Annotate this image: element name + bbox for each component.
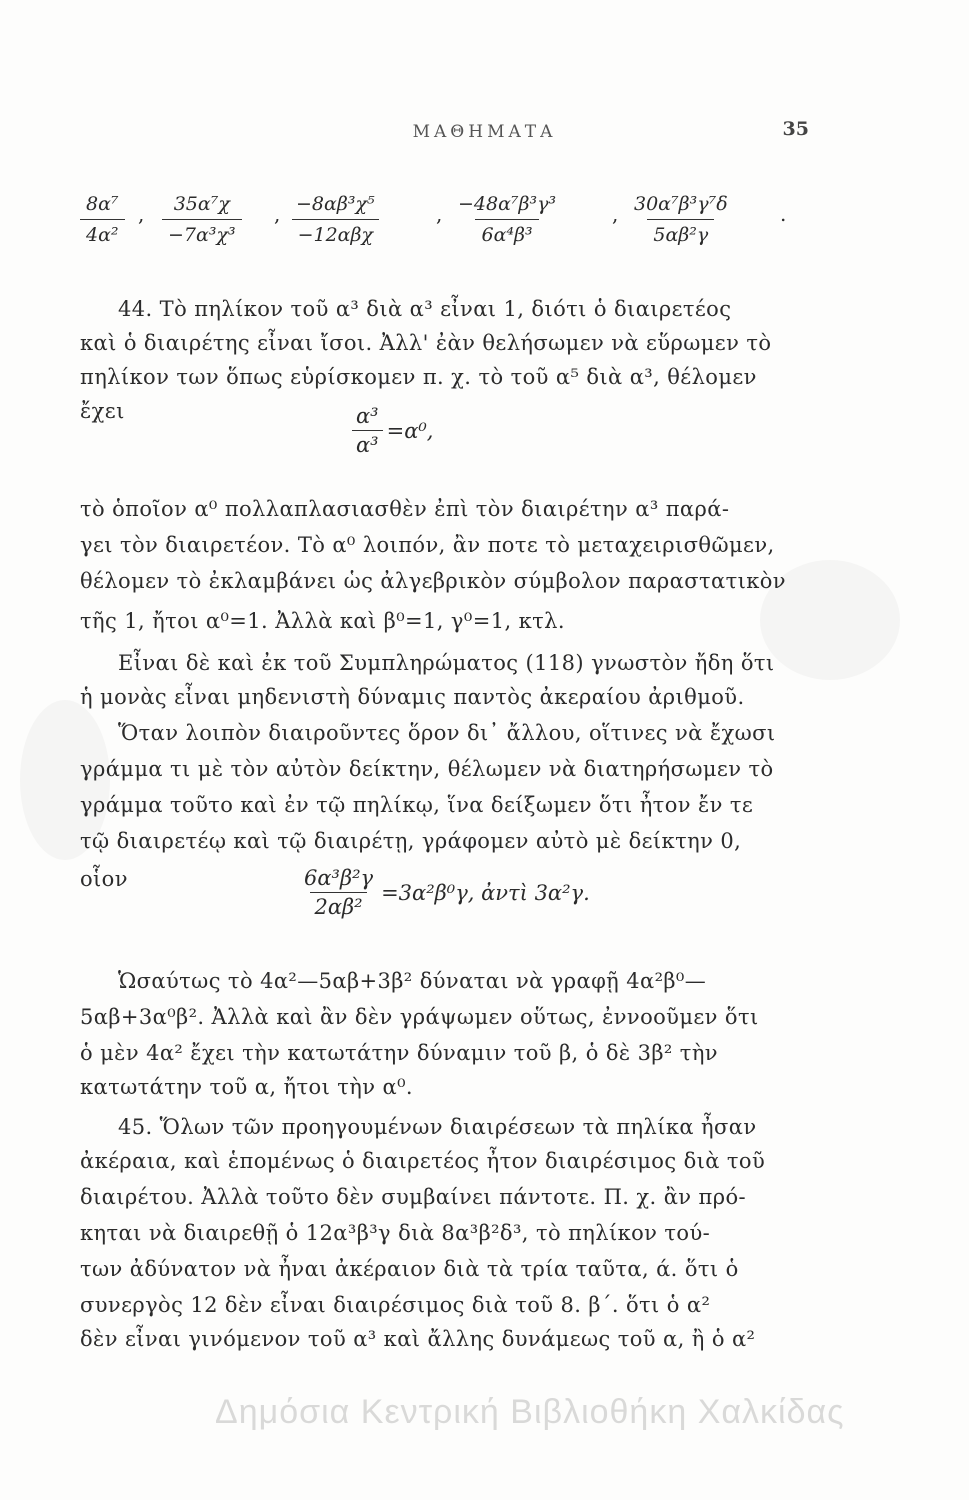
text-line: διαιρέτου. Ἀλλὰ τοῦτο δὲν συμβαίνει πάντοτε. Π. χ. ἂν πρό- <box>80 1185 747 1209</box>
page-number: 35 <box>782 118 809 140</box>
text-line: ἡ μονὰς εἶναι μηδενιστὴ δύναμις παντὸς ἀκεραίου ἀριθμοῦ. <box>80 685 745 709</box>
fraction <box>452 192 562 247</box>
equation <box>300 866 590 919</box>
text-line: ἔχει <box>80 399 125 423</box>
fraction <box>162 192 242 247</box>
text-line: 5αβ+3α⁰β². Ἀλλὰ καὶ ἂν δὲν γράψωμεν οὕτως, ἐννοοῦμεν ὅτι <box>80 1005 759 1029</box>
text-line: τῷ διαιρετέῳ καὶ τῷ διαιρέτῃ, γράφομεν αὐτὸ μὲ δείκτην 0, <box>80 829 742 853</box>
text-line: 44. Τὸ πηλίκον τοῦ α³ διὰ α³ εἶναι 1, διότι ὁ διαιρετέος <box>118 297 732 321</box>
page-header <box>0 118 969 148</box>
text-line: ἀκέραια, καὶ ἑπομένως ὁ διαιρετέος ἦτον διαιρέσιμος διὰ τοῦ <box>80 1149 766 1173</box>
fraction <box>628 192 734 247</box>
text-line: 45. Ὅλων τῶν προηγουμένων διαιρέσεων τὰ πηλίκα ἦσαν <box>118 1115 757 1139</box>
fraction-numerator: −48α⁷β³γ³ <box>458 193 557 215</box>
equation-rhs: =α⁰, <box>386 418 434 443</box>
text-line: δὲν εἶναι γινόμενον τοῦ α³ καὶ ἄλλης δυνάμεως τοῦ α, ἢ ὁ α² <box>80 1327 756 1351</box>
fraction-denominator: 4α² <box>80 219 125 247</box>
text-line: κηται νὰ διαιρεθῇ ὁ 12α³β³γ διὰ 8α³β²δ³, τὸ πηλίκον τού- <box>80 1221 711 1245</box>
fraction-denominator: −12αβχ <box>292 219 379 247</box>
fraction-denominator: 5αβ²γ <box>647 219 714 247</box>
equation <box>352 404 433 457</box>
fraction-denominator: 6α⁴β³ <box>475 219 538 247</box>
fraction-numerator: −8αβ³χ⁵ <box>296 193 375 215</box>
separator: , <box>436 202 443 226</box>
text-line: των ἀδύνατον νὰ ἦναι ἀκέραιον διὰ τὰ τρία ταῦτα, ά. ὅτι ὁ <box>80 1257 739 1281</box>
equation-denominator: 2αβ² <box>310 892 366 919</box>
text-line: καὶ ὁ διαιρέτης εἶναι ἴσοι. Ἀλλ' ἐὰν θελήσωμεν νὰ εὕρωμεν τὸ <box>80 331 772 355</box>
text-line: θέλομεν τὸ ἐκλαμβάνει ὡς ἀλγεβρικὸν σύμβολον παραστατικὸν <box>80 569 786 593</box>
text-line: γράμμα τοῦτο καὶ ἐν τῷ πηλίκῳ, ἵνα δείξωμεν ὅτι ἦτον ἔν τε <box>80 793 754 817</box>
text-line: Ὅταν λοιπὸν διαιροῦντες ὅρον δι᾽ ἄλλου, οἵτινες νὰ ἔχωσι <box>118 721 776 745</box>
text-line: κατωτάτην τοῦ α, ἤτοι τὴν α⁰. <box>80 1075 413 1099</box>
fraction <box>80 192 125 247</box>
fraction-numerator: 30α⁷β³γ⁷δ <box>634 193 728 215</box>
equation-denominator: α³ <box>352 430 383 457</box>
text-line: γει τὸν διαιρετέον. Τὸ α⁰ λοιπόν, ἂν ποτε τὸ μεταχειρισθῶμεν, <box>80 533 775 557</box>
text-line: τῆς 1, ἤτοι α⁰=1. Ἀλλὰ καὶ β⁰=1, γ⁰=1, κτλ. <box>80 609 565 633</box>
fraction-numerator: 8α⁷ <box>86 193 119 215</box>
fraction <box>290 192 381 247</box>
text-line: Ὡσαύτως τὸ 4α²—5αβ+3β² δύναται νὰ γραφῇ 4α²β⁰— <box>118 969 707 993</box>
separator: , <box>274 202 281 226</box>
fraction-examples <box>80 192 840 272</box>
separator: . <box>780 202 787 226</box>
text-line: ὁ μὲν 4α² ἔχει τὴν κατωτάτην δύναμιν τοῦ β, ὁ δὲ 3β² τὴν <box>80 1041 718 1065</box>
text-line: συνεργὸς 12 δὲν εἶναι διαιρέσιμος διὰ τοῦ 8. β΄. ὅτι ὁ α² <box>80 1293 711 1317</box>
separator: , <box>138 202 145 226</box>
separator: , <box>612 202 619 226</box>
library-watermark: Δημόσια Κεντρική Βιβλιοθήκη Χαλκίδας <box>215 1393 845 1431</box>
equation-fraction <box>300 866 377 919</box>
fraction-numerator: 35α⁷χ <box>173 193 230 215</box>
running-title: ΜΑΘΗΜΑΤΑ <box>412 122 557 142</box>
text-line: τὸ ὁποῖον α⁰ πολλαπλασιασθὲν ἐπὶ τὸν διαιρέτην α³ παρά- <box>80 497 730 521</box>
fraction-denominator: −7α³χ³ <box>162 219 242 247</box>
equation-numerator: 6α³β²γ <box>304 866 374 890</box>
equation-fraction <box>352 404 383 457</box>
equation-rhs: =3α²β⁰γ, ἀντὶ 3α²γ. <box>381 880 590 905</box>
text-line: γράμμα τι μὲ τὸν αὐτὸν δείκτην, θέλωμεν νὰ διατηρήσωμεν τὸ <box>80 757 774 781</box>
text-line: Εἶναι δὲ καὶ ἐκ τοῦ Συμπληρώματος (118) γνωστὸν ἤδη ὅτι <box>118 651 775 675</box>
text-line: οἷον <box>80 867 128 891</box>
equation-numerator: α³ <box>356 404 379 428</box>
text-line: πηλίκον των ὅπως εὑρίσκομεν π. χ. τὸ τοῦ α⁵ διὰ α³, θέλομεν <box>80 365 757 389</box>
